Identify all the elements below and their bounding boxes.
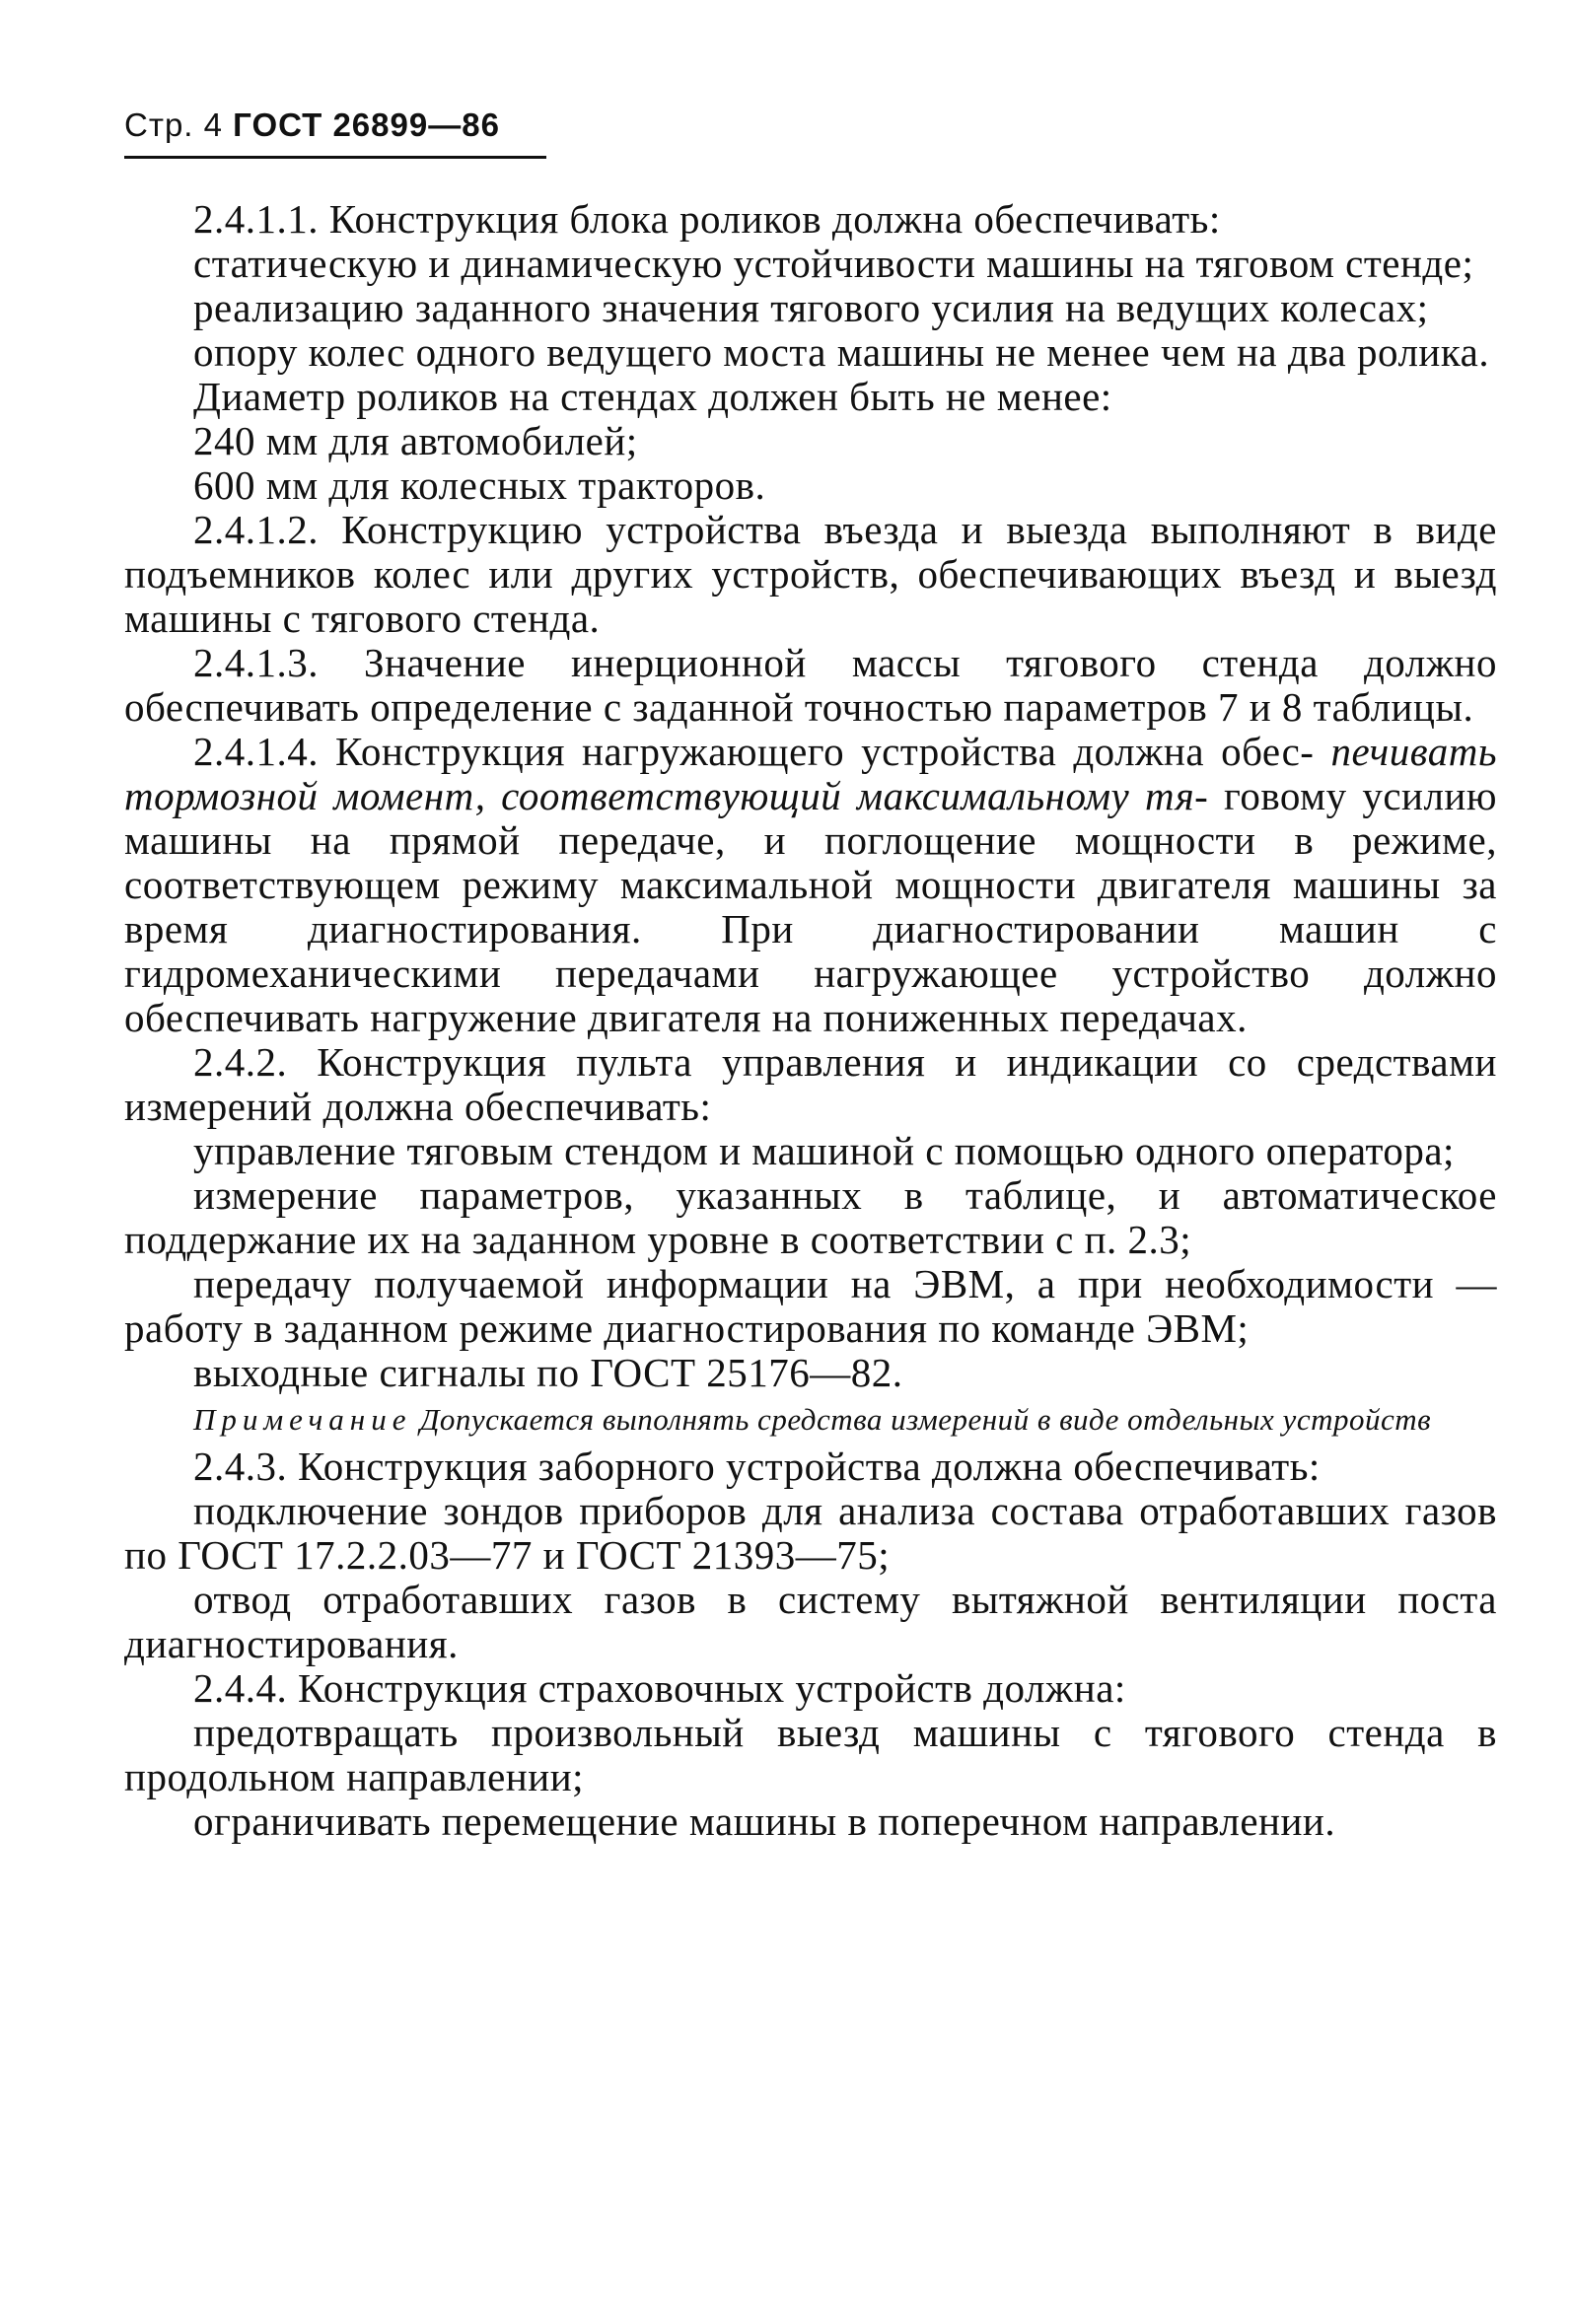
page-header: [124, 106, 500, 144]
paragraph: 2.4.1.3. Значение инерционной массы тягового стенда должно обеспечивать определение с заданной точностью параметров 7 и 8 таблицы.: [124, 640, 1497, 730]
paragraph: статическую и динамическую устойчивости машины на тяговом стенде;: [193, 241, 1474, 286]
paragraph: ограничивать перемещение машины в поперечном направлении.: [193, 1798, 1336, 1844]
paragraph: 2.4.4. Конструкция страховочных устройств должна:: [193, 1665, 1126, 1711]
p2414-start: 2.4.1.4. Конструкция нагружающего устройства должна обес-: [193, 729, 1315, 774]
paragraph: 2.4.2. Конструкция пульта управления и индикации со средствами измерений должна обеспечивать:: [124, 1039, 1497, 1129]
paragraph: реализацию заданного значения тягового усилия на ведущих колесах;: [193, 285, 1429, 330]
note: [124, 1401, 1497, 1439]
paragraph: 2.4.1.1. Конструкция блока роликов должна обеспечивать:: [193, 196, 1221, 242]
p2414-italic: печивать тормозной момент, соответствующий максимальному тя-: [124, 729, 1497, 818]
paragraph: опору колес одного ведущего моста машины не менее чем на два ролика.: [193, 329, 1490, 375]
paragraph: управление тяговым стендом и машиной с помощью одного оператора;: [193, 1128, 1455, 1173]
note-label: Примечание: [193, 1402, 412, 1437]
standard-number: ГОСТ 26899—86: [233, 106, 500, 143]
paragraph: подключение зондов приборов для анализа состава отработавших газов по ГОСТ 17.2.2.03—77 и ГОСТ 21393—75;: [124, 1488, 1497, 1578]
paragraph-2414: [124, 730, 1497, 1040]
paragraph: измерение параметров, указанных в таблице, и автоматическое поддержание их на заданном уровне в соответствии с п. 2.3;: [124, 1172, 1497, 1262]
header-rule: [124, 156, 546, 159]
paragraph: предотвращать произвольный выезд машины с тягового стенда в продольном направлении;: [124, 1710, 1497, 1799]
p2414-end: говому усилию машины на прямой передаче, и поглощение мощности в режиме, соответствующем режиму максимальной мощности двигателя машины за время диагностирования. При диагностировании машин с гидромеханическими передачами нагружающее устройство должно обеспечивать нагружение двигателя на пониженных передачах.: [124, 773, 1497, 1040]
paragraph: 240 мм для автомобилей;: [193, 418, 638, 463]
page-number: Стр. 4: [124, 106, 223, 143]
note-text: Допускается выполнять средства измерений в виде отдельных устройств: [419, 1402, 1432, 1437]
paragraph: отвод отработавших газов в систему вытяжной вентиляции поста диагностирования.: [124, 1577, 1497, 1666]
document-body: [124, 197, 1497, 1844]
paragraph: 600 мм для колесных тракторов.: [193, 462, 766, 508]
paragraph: выходные сигналы по ГОСТ 25176—82.: [193, 1350, 903, 1395]
paragraph: передачу получаемой информации на ЭВМ, а при необходимости — работу в заданном режиме диагностирования по команде ЭВМ;: [124, 1261, 1497, 1351]
paragraph: 2.4.1.2. Конструкцию устройства въезда и выезда выполняют в виде подъемников колес или других устройств, обеспечивающих въезд и выезд машины с тягового стенда.: [124, 507, 1497, 641]
paragraph: 2.4.3. Конструкция заборного устройства должна обеспечивать:: [193, 1444, 1321, 1489]
paragraph: Диаметр роликов на стендах должен быть не менее:: [193, 374, 1112, 419]
